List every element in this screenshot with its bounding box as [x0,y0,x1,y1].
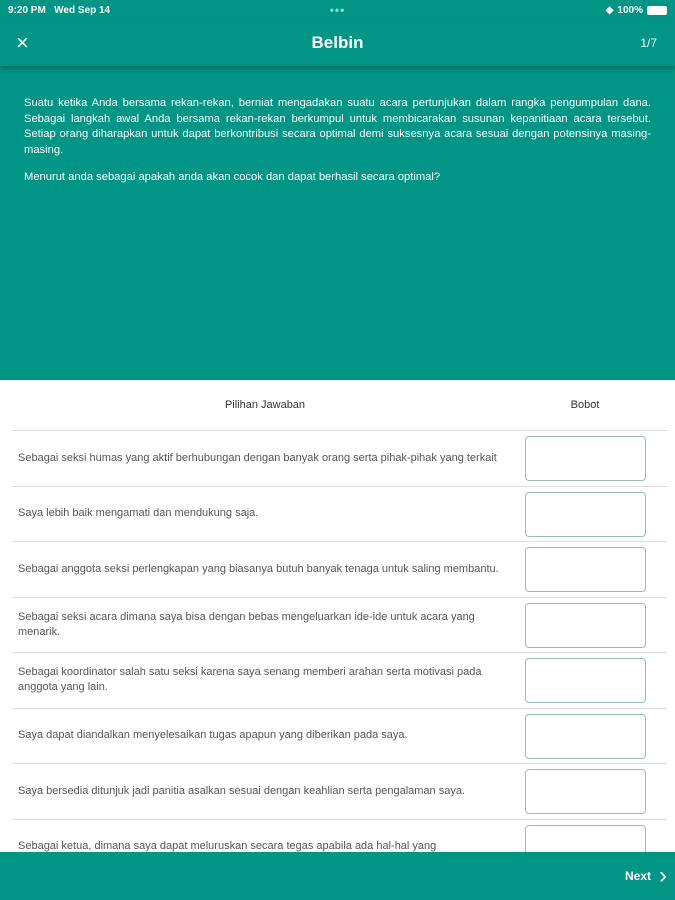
answer-text: Saya dapat diandalkan menyelesaikan tugas apapun yang diberikan pada saya. [18,729,408,742]
question-prompt: Menurut anda sebagai apakah anda akan cocok dan dapat berhasil secara optimal? [24,171,441,183]
answer-text: Sebagai anggota seksi perlengkapan yang biasanya butuh banyak tenaga untuk saling membantu. [18,562,499,575]
multitask-dots-icon[interactable]: ••• [329,3,346,17]
weight-input[interactable] [525,658,646,703]
answer-text: Saya lebih baik mengamati dan mendukung saja. [18,507,259,520]
nav-bar [0,20,675,66]
answer-row [12,763,667,819]
header-weight: Bobot [570,399,600,411]
chevron-right-icon: › [659,862,667,889]
answer-text: Sebagai seksi acara dimana saya bisa dengan bebas mengeluarkan ide-ide untuk acara yang menarik. [18,610,475,638]
next-button[interactable] [625,862,667,890]
page-title: Belbin [311,33,364,52]
wifi-icon: ◆ [605,4,614,16]
answer-list [12,430,667,874]
answer-text: Sebagai koordinator salah satu seksi karena saya senang memberi arahan serta motivasi pada anggota yang lain. [18,666,482,694]
battery-icon [647,6,667,15]
answer-row [12,430,667,486]
answer-row [12,486,667,542]
weight-input[interactable] [525,769,646,814]
status-date: Wed Sep 14 [54,4,111,16]
status-time: 9:20 PM [8,4,46,16]
close-icon[interactable]: × [16,30,29,55]
answer-row [12,652,667,708]
weight-input[interactable] [525,436,646,481]
weight-input[interactable] [525,603,646,648]
question-paragraph: Suatu ketika Anda bersama rekan-rekan, berniat mengadakan suatu acara pertunjukan dalam rangka pengumpulan dana. Sebagai langkah awal Anda bersama rekan-rekan berkumpul untuk membicarakan susunan kepanitiaan acara tersebut. Setiap orang diharapkan untuk dapat berkontribusi secara optimal demi suksesnya acara sesuai dengan potensinya masing-masing. [24,97,651,156]
question-panel [0,0,675,380]
next-label: Next [624,869,651,883]
header-answer: Pilihan Jawaban [224,399,306,411]
answer-text: Sebagai seksi humas yang aktif berhubungan dengan banyak orang serta pihak-pihak yang terkait [18,451,497,464]
footer-bar [0,852,675,900]
table-header [0,380,675,430]
answer-row [12,597,667,653]
weight-input[interactable] [525,547,646,592]
weight-input[interactable] [525,492,646,537]
answer-text: Saya bersedia ditunjuk jadi panitia asalkan sesuai dengan keahlian serta pengalaman saya. [18,784,466,797]
weight-input[interactable] [525,714,646,759]
answer-text: Sebagai ketua, dimana saya dapat meluruskan secara tegas apabila ada hal-hal yang [18,840,437,853]
status-bar [0,0,675,20]
answer-row [12,541,667,597]
battery-percent: 100% [617,4,643,16]
page-counter: 1/7 [640,36,657,50]
answer-row [12,708,667,764]
